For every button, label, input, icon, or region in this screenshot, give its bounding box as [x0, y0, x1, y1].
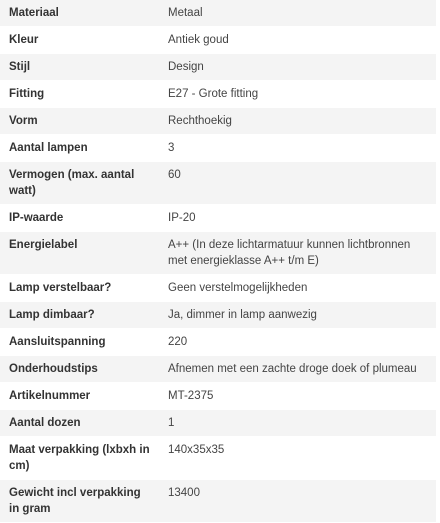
spec-label: Kleur [0, 27, 159, 54]
spec-row-aansluitspanning [0, 329, 436, 356]
spec-row-fitting [0, 81, 436, 108]
spec-label: Fitting [0, 81, 159, 108]
spec-row-ip-waarde [0, 205, 436, 232]
spec-row-aantal-lampen [0, 135, 436, 162]
spec-row-vermogen [0, 162, 436, 205]
spec-label: Maat verpakking (lxbxh in cm) [0, 437, 159, 480]
spec-label: Onderhoudstips [0, 356, 159, 383]
spec-row-vorm [0, 108, 436, 135]
spec-row-energielabel [0, 232, 436, 275]
spec-value: Ja, dimmer in lamp aanwezig [159, 302, 436, 329]
spec-label: Aantal lampen [0, 135, 159, 162]
spec-value: 13400 [159, 480, 436, 523]
spec-value: 140x35x35 [159, 437, 436, 480]
spec-label: Gewicht incl verpakking in gram [0, 480, 159, 523]
spec-value: MT-2375 [159, 383, 436, 410]
spec-row-kleur [0, 27, 436, 54]
spec-row-lamp-dimbaar [0, 302, 436, 329]
spec-value: 220 [159, 329, 436, 356]
spec-label: Materiaal [0, 0, 159, 27]
spec-value: 3 [159, 135, 436, 162]
spec-label: Vorm [0, 108, 159, 135]
spec-value: Metaal [159, 0, 436, 27]
spec-label: Lamp dimbaar? [0, 302, 159, 329]
spec-label: Artikelnummer [0, 383, 159, 410]
spec-value: E27 - Grote fitting [159, 81, 436, 108]
spec-label: Stijl [0, 54, 159, 81]
spec-value: Geen verstelmogelijkheden [159, 275, 436, 302]
spec-value: 1 [159, 410, 436, 437]
spec-label: IP-waarde [0, 205, 159, 232]
spec-row-onderhoudstips [0, 356, 436, 383]
spec-value: 60 [159, 162, 436, 205]
spec-value: IP-20 [159, 205, 436, 232]
spec-row-materiaal [0, 0, 436, 27]
spec-label: Lamp verstelbaar? [0, 275, 159, 302]
spec-value: Design [159, 54, 436, 81]
spec-row-aantal-dozen [0, 410, 436, 437]
spec-label: Vermogen (max. aantal watt) [0, 162, 159, 205]
spec-row-lamp-verstelbaar [0, 275, 436, 302]
spec-value: Rechthoekig [159, 108, 436, 135]
spec-row-maat-verpakking [0, 437, 436, 480]
spec-value: Antiek goud [159, 27, 436, 54]
spec-label: Aansluitspanning [0, 329, 159, 356]
spec-row-gewicht [0, 480, 436, 523]
spec-label: Energielabel [0, 232, 159, 275]
spec-value: Afnemen met een zachte droge doek of plumeau [159, 356, 436, 383]
spec-label: Aantal dozen [0, 410, 159, 437]
spec-row-stijl [0, 54, 436, 81]
spec-value: A++ (In deze lichtarmatuur kunnen lichtbronnen met energieklasse A++ t/m E) [159, 232, 436, 275]
spec-row-artikelnummer [0, 383, 436, 410]
